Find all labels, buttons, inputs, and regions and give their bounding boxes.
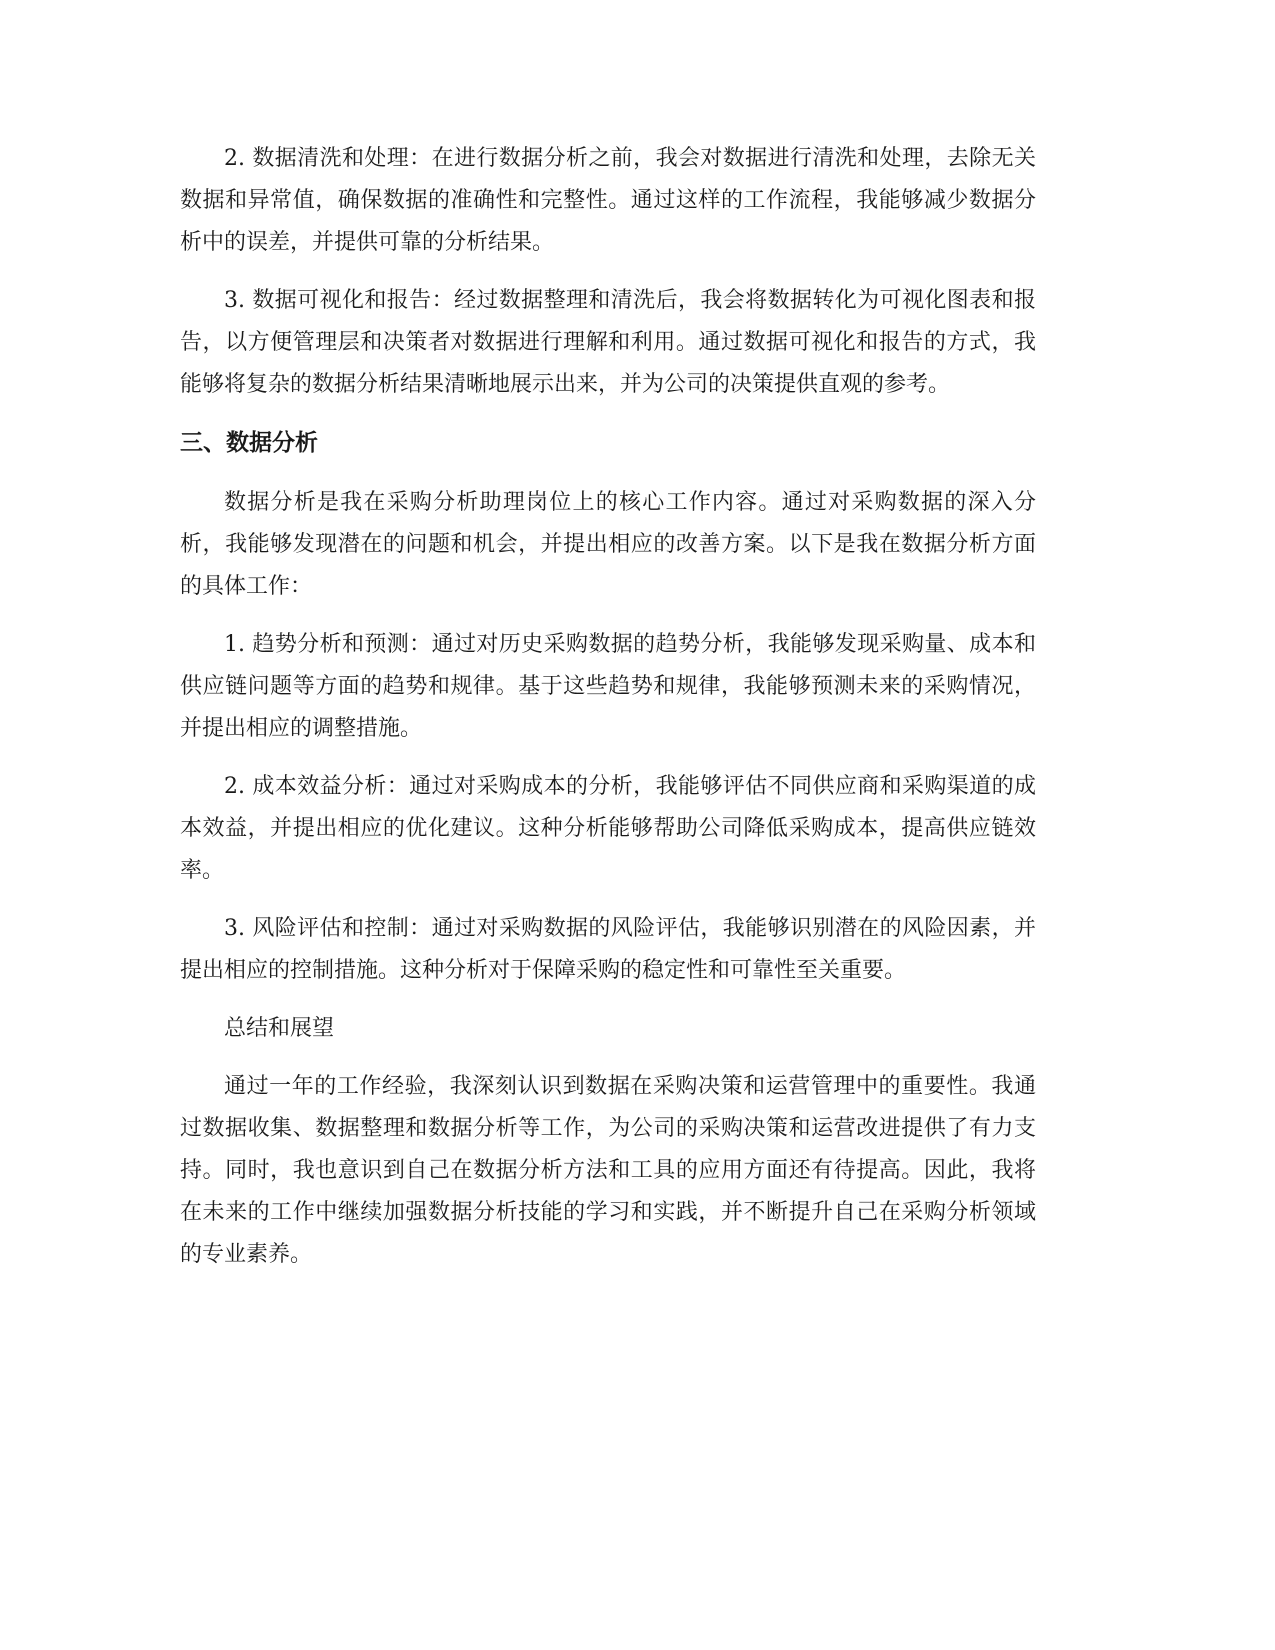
paragraph-data-visualization: 3. 数据可视化和报告：经过数据整理和清洗后，我会将数据转化为可视化图表和报告，以方便管理层和决策者对数据进行理解和利用。通过数据可视化和报告的方式，我能够将复杂的数据分析结果清晰地展示出来，并为公司的决策提供直观的参考。	[180, 288, 1036, 397]
paragraph-cost-benefit: 2. 成本效益分析：通过对采购成本的分析，我能够评估不同供应商和采购渠道的成本效益，并提出相应的优化建议。这种分析能够帮助公司降低采购成本，提高供应链效率。	[180, 774, 1036, 883]
document-page	[180, 138, 1036, 1292]
paragraph-analysis-intro: 数据分析是我在采购分析助理岗位上的核心工作内容。通过对采购数据的深入分析，我能够发现潜在的问题和机会，并提出相应的改善方案。以下是我在数据分析方面的具体工作：	[180, 490, 1036, 599]
paragraph-summary-title: 总结和展望	[224, 1016, 335, 1041]
section-heading-data-analysis: 三、数据分析	[180, 430, 318, 456]
paragraph-risk-assessment: 3. 风险评估和控制：通过对采购数据的风险评估，我能够识别潜在的风险因素，并提出相应的控制措施。这种分析对于保障采购的稳定性和可靠性至关重要。	[180, 916, 1036, 983]
paragraph-summary-body: 通过一年的工作经验，我深刻认识到数据在采购决策和运营管理中的重要性。我通过数据收集、数据整理和数据分析等工作，为公司的采购决策和运营改进提供了有力支持。同时，我也意识到自己在数据分析方法和工具的应用方面还有待提高。因此，我将在未来的工作中继续加强数据分析技能的学习和实践，并不断提升自己在采购分析领域的专业素养。	[180, 1074, 1036, 1267]
paragraph-data-cleaning: 2. 数据清洗和处理：在进行数据分析之前，我会对数据进行清洗和处理，去除无关数据和异常值，确保数据的准确性和完整性。通过这样的工作流程，我能够减少数据分析中的误差，并提供可靠的分析结果。	[180, 146, 1036, 255]
paragraph-trend-analysis: 1. 趋势分析和预测：通过对历史采购数据的趋势分析，我能够发现采购量、成本和供应链问题等方面的趋势和规律。基于这些趋势和规律，我能够预测未来的采购情况，并提出相应的调整措施。	[180, 632, 1036, 741]
